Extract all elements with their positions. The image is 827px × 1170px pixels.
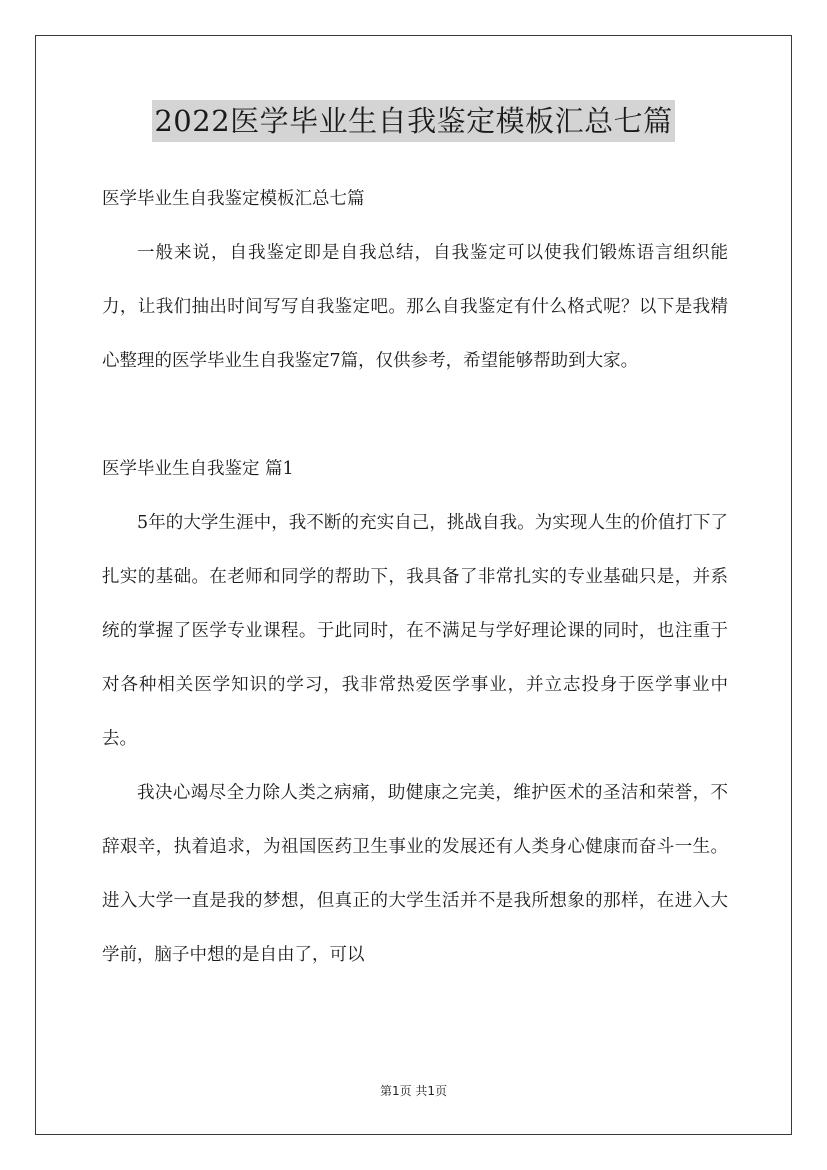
document-subtitle: 医学毕业生自我鉴定模板汇总七篇	[102, 189, 365, 209]
title-container	[0, 100, 827, 142]
section-heading: 医学毕业生自我鉴定 篇1	[102, 459, 294, 479]
document-title: 2022医学毕业生自我鉴定模板汇总七篇	[152, 100, 674, 142]
body-paragraph: 我决心竭尽全力除人类之病痛，助健康之完美，维护医术的圣洁和荣誉，不辞艰辛，执着追求，为祖国医药卫生事业的发展还有人类身心健康而奋斗一生。进入大学一直是我的梦想，但真正的大学生活并不是我所想象的那样，在进入大学前，脑子中想的是自由了，可以	[102, 783, 728, 965]
section-spacer	[102, 388, 728, 442]
body-paragraph: 5年的大学生涯中，我不断的充实自己，挑战自我。为实现人生的价值打下了扎实的基础。在老师和同学的帮助下，我具备了非常扎实的专业基础只是，并系统的掌握了医学专业课程。于此同时，在不满足与学好理论课的同时，也注重于对各种相关医学知识的学习，我非常热爱医学事业，并立志投身于医学事业中去。	[102, 513, 728, 749]
document-body	[102, 172, 728, 982]
intro-paragraph: 一般来说，自我鉴定即是自我总结，自我鉴定可以使我们锻炼语言组织能力，让我们抽出时间写写自我鉴定吧。那么自我鉴定有什么格式呢？以下是我精心整理的医学毕业生自我鉴定7篇，仅供参考，希望能够帮助到大家。	[102, 243, 728, 371]
page-footer: 第1页 共1页	[379, 1084, 448, 1098]
